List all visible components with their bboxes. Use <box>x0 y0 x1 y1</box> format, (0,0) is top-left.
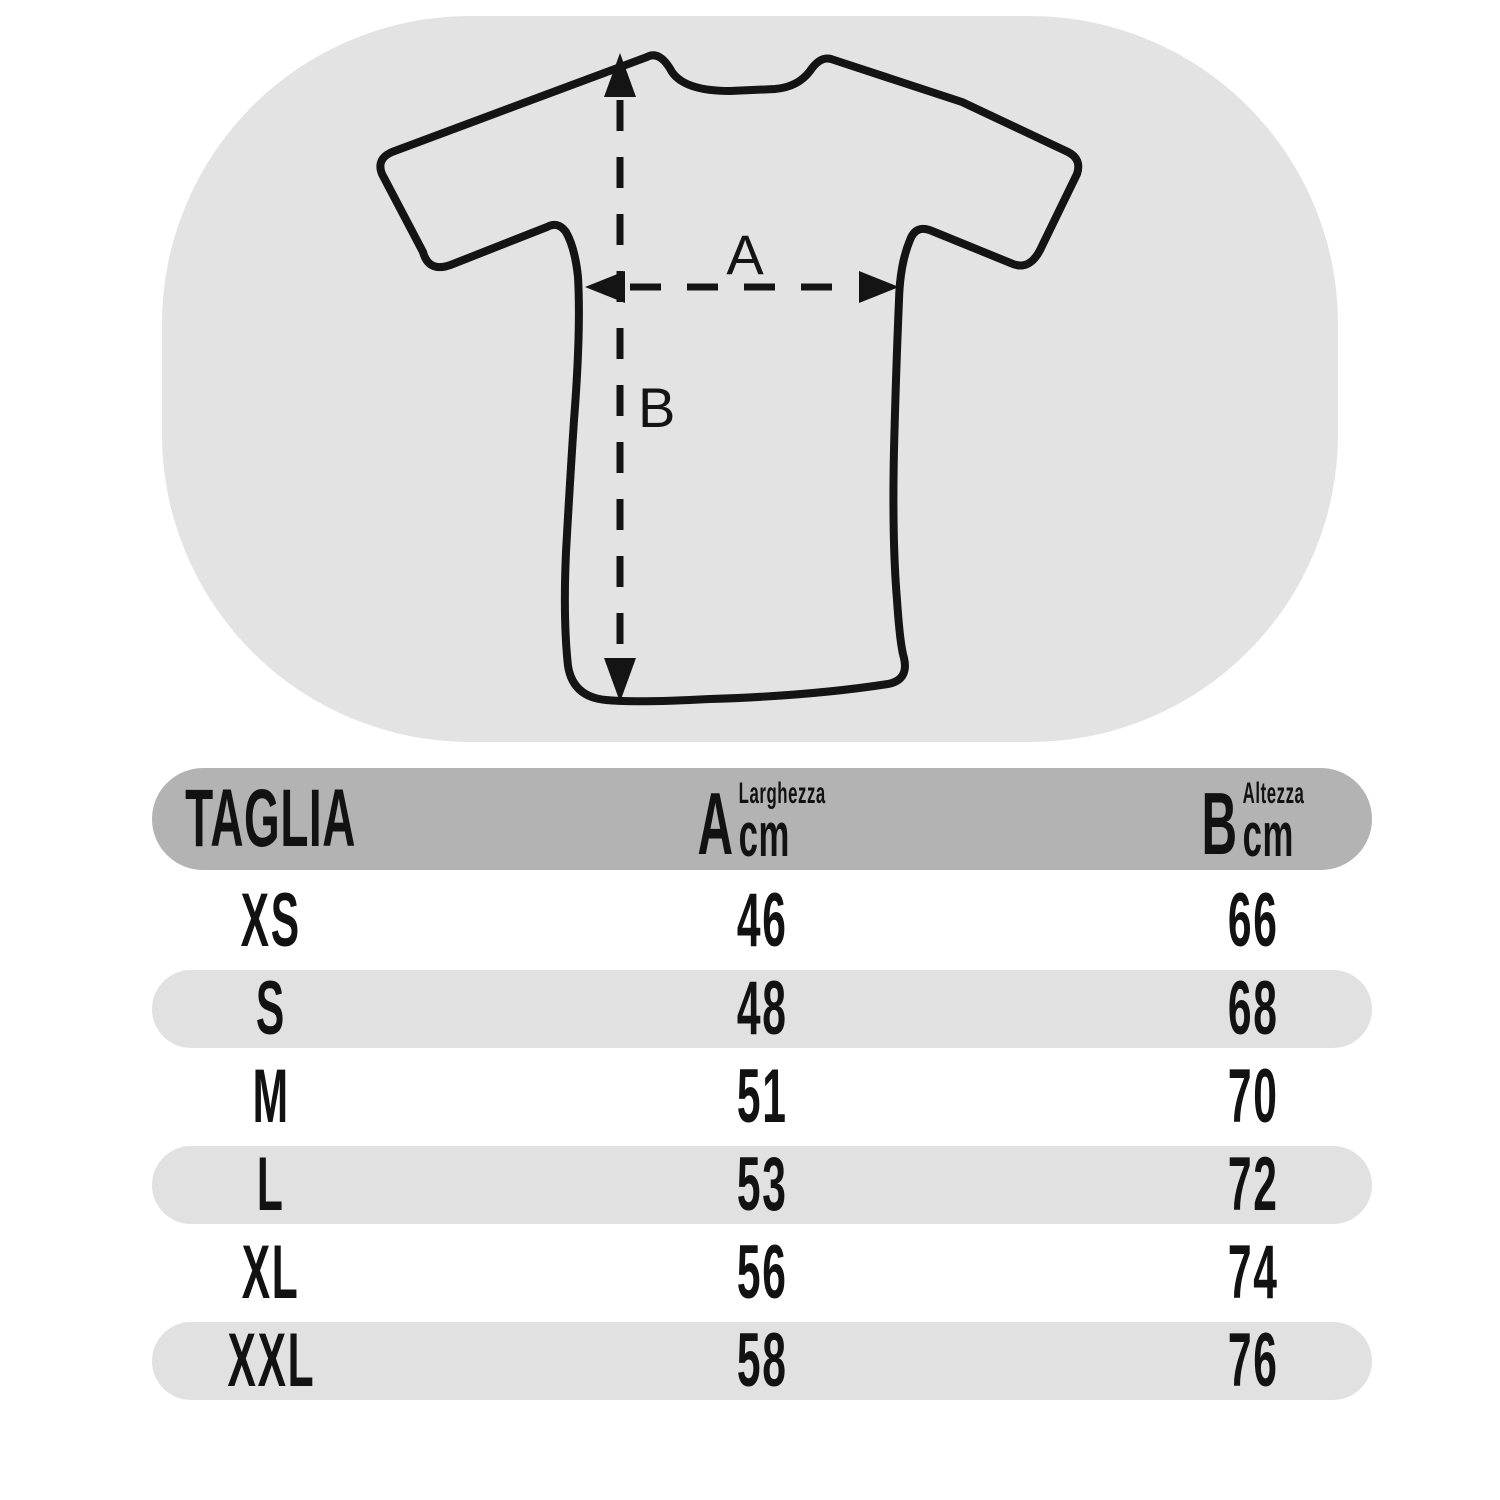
height-value: 74 <box>1227 1230 1279 1315</box>
size-value: XL <box>242 1230 300 1315</box>
header-larghezza-label: Larghezza <box>738 776 827 810</box>
height-cell <box>1134 1318 1372 1403</box>
table-row <box>152 878 1372 963</box>
table-row <box>152 1054 1372 1139</box>
table-row <box>152 1142 1372 1227</box>
height-value: 66 <box>1227 878 1279 963</box>
width-cell <box>390 1054 1134 1139</box>
height-cell <box>1134 1054 1372 1139</box>
header-altezza-label: Altezza <box>1242 776 1305 810</box>
size-value: XS <box>240 878 302 963</box>
width-value: 51 <box>736 1054 788 1139</box>
height-value: 72 <box>1227 1142 1279 1227</box>
width-value: 48 <box>736 966 788 1051</box>
height-value: 68 <box>1227 966 1279 1051</box>
table-header-row <box>152 768 1372 874</box>
label-height-b: B <box>638 376 676 439</box>
size-cell <box>152 1142 390 1227</box>
header-height-column <box>1134 768 1372 874</box>
height-cell <box>1134 1142 1372 1227</box>
height-value: 70 <box>1227 1054 1279 1139</box>
label-width-a: A <box>726 223 764 286</box>
size-cell <box>152 878 390 963</box>
table-row <box>152 1318 1372 1403</box>
header-a-unit: cm <box>738 800 791 870</box>
size-cell <box>152 1318 390 1403</box>
size-value: M <box>252 1054 290 1139</box>
height-cell <box>1134 878 1372 963</box>
header-letter-a: A <box>697 774 734 874</box>
width-cell <box>390 1142 1134 1227</box>
header-width-column <box>390 768 1134 874</box>
table-body <box>152 878 1372 1403</box>
size-value: S <box>255 966 286 1051</box>
header-b-cm <box>1201 774 1305 874</box>
height-cell <box>1134 1230 1372 1315</box>
size-cell <box>152 1230 390 1315</box>
size-table <box>152 768 1372 1403</box>
size-value: L <box>257 1142 285 1227</box>
size-cell <box>152 966 390 1051</box>
header-size-column <box>152 768 390 870</box>
width-value: 53 <box>736 1142 788 1227</box>
size-value: XXL <box>227 1318 315 1403</box>
oval-background <box>162 16 1338 742</box>
width-cell <box>390 1318 1134 1403</box>
table-row <box>152 1230 1372 1315</box>
header-letter-b: B <box>1201 774 1238 874</box>
table-row <box>152 966 1372 1051</box>
width-value: 46 <box>736 878 788 963</box>
height-value: 76 <box>1227 1318 1279 1403</box>
width-cell <box>390 878 1134 963</box>
width-value: 58 <box>736 1318 788 1403</box>
header-taglia-label: TAGLIA <box>185 773 357 864</box>
height-cell <box>1134 966 1372 1051</box>
width-cell <box>390 1230 1134 1315</box>
size-cell <box>152 1054 390 1139</box>
width-value: 56 <box>736 1230 788 1315</box>
width-cell <box>390 966 1134 1051</box>
header-a-cm <box>697 774 827 874</box>
header-b-unit: cm <box>1242 800 1295 870</box>
